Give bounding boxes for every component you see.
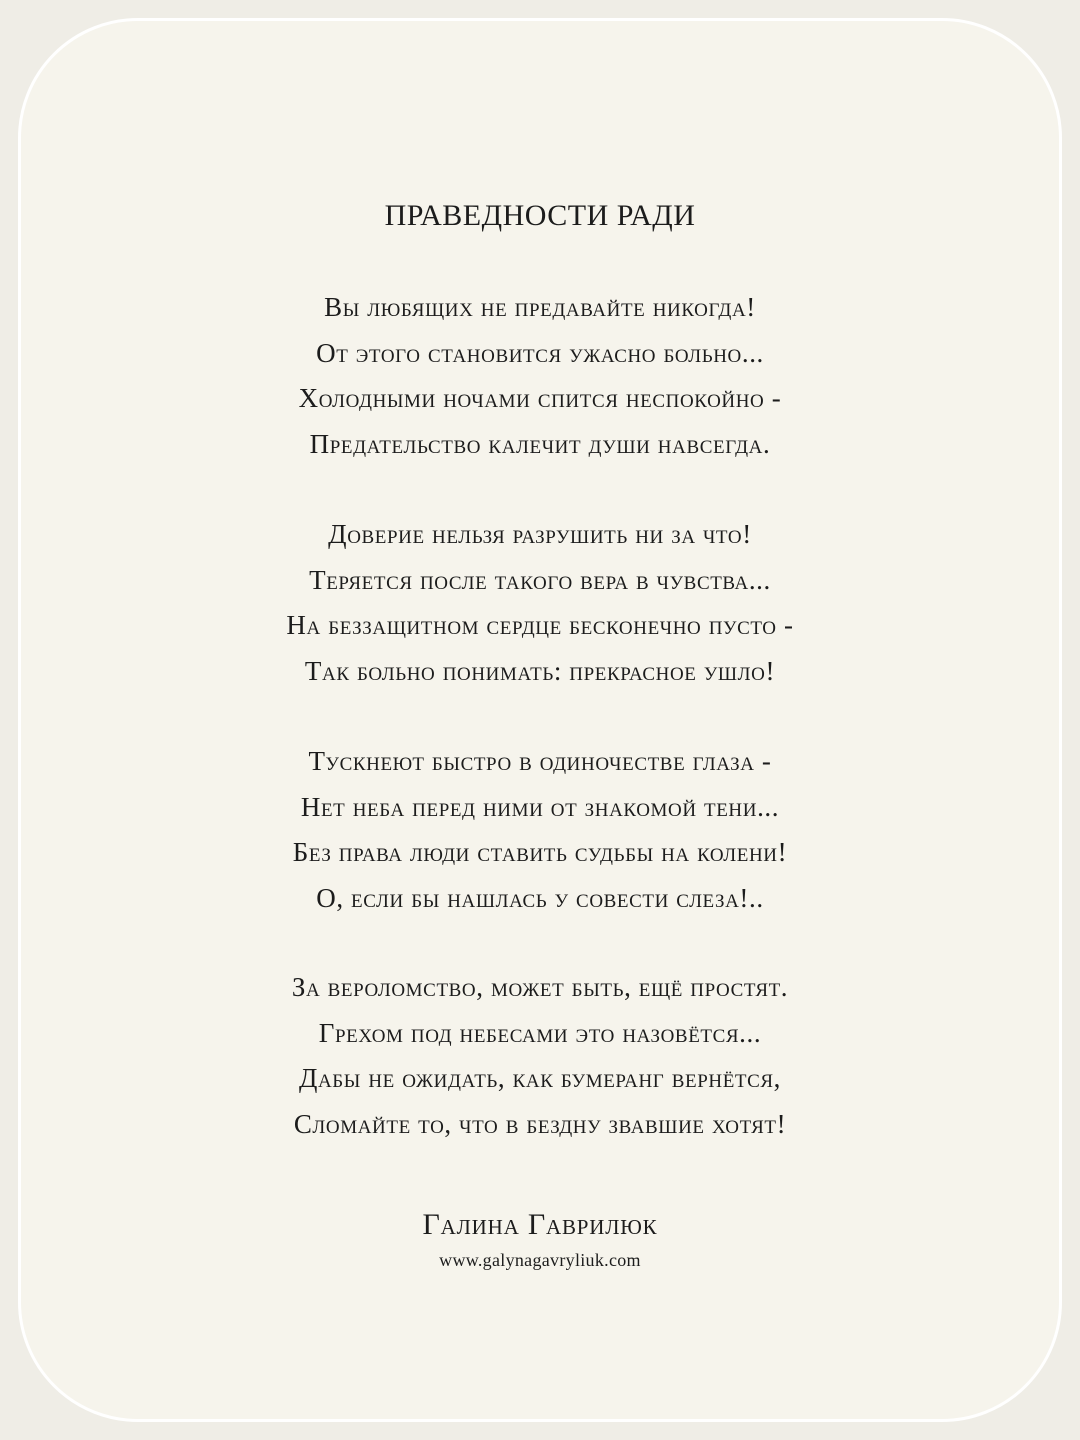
poem-line: Сломайте то, что в бездну звавшие хотят! [293, 1108, 787, 1139]
stanza-1 [0, 285, 1080, 467]
poem-line: Без права люди ставить судьбы на колени! [292, 837, 788, 867]
stanza-3 [0, 739, 1080, 921]
poem-line: Дабы не ожидать, как бумеранг вернётся, [298, 1063, 782, 1093]
poem-line: За вероломство, может быть, ещё простят. [291, 972, 789, 1002]
stanza-2 [0, 512, 1080, 694]
poem-line: Холодными ночами спится неспокойно - [298, 383, 782, 413]
author-name: Галина Гаврилюк [422, 1208, 658, 1241]
poem-line: Тускнеют быстро в одиночестве глаза - [308, 746, 772, 776]
poem-line: О, если бы нашлась у совести слеза!.. [316, 882, 764, 913]
poem-line: От этого становится ужасно больно... [316, 337, 764, 368]
poem-line: Предательство калечит души навсегда. [309, 428, 771, 459]
poem-line: Теряется после такого вера в чувства... [309, 564, 771, 595]
poem-line: Нет неба перед ними от знакомой тени... [300, 791, 780, 822]
poem-line: Вы любящих не предавайте никогда! [324, 292, 756, 322]
stanza-4 [0, 965, 1080, 1147]
poem-line: На беззащитном сердце бесконечно пусто - [286, 610, 794, 640]
poem-line: Доверие нельзя разрушить ни за что! [328, 519, 752, 549]
poem-line: Так больно понимать: прекрасное ушло! [304, 655, 776, 686]
poem-title: ПРАВЕДНОСТИ РАДИ [384, 199, 696, 232]
poem-line: Грехом под небесами это назовётся... [318, 1017, 762, 1048]
author-website: www.galynagavryliuk.com [439, 1250, 641, 1270]
